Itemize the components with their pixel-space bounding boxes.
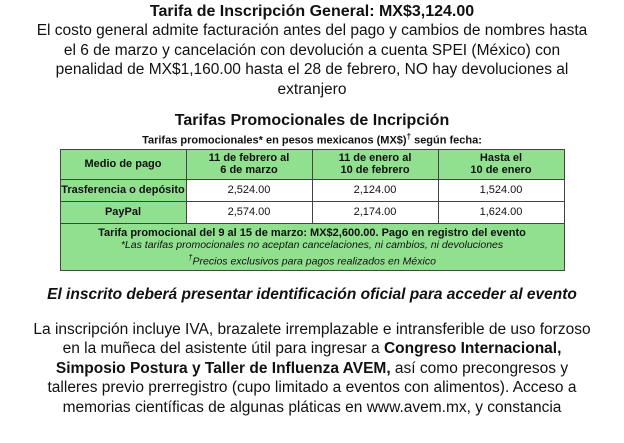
table-cell: 1,524.00 bbox=[438, 179, 564, 201]
general-fee-text-line: penalidad de MX$1,160.00 hasta el 28 de febrero, NO hay devoluciones al bbox=[55, 61, 569, 78]
general-fee-text-line: el 6 de marzo y cancelación con devolución a cuenta SPEI (México) con bbox=[63, 41, 561, 59]
promo-rates-table bbox=[60, 149, 565, 271]
table-cell: 1,624.00 bbox=[438, 201, 564, 223]
congress-name-bold: Simposio Postura y Taller de Influenza AVEM, bbox=[55, 359, 391, 377]
table-header-row bbox=[60, 149, 564, 179]
table-row bbox=[60, 201, 564, 223]
promo-footer bbox=[60, 223, 564, 270]
header-period-2: 11 de enero al 10 de febrero bbox=[312, 149, 438, 179]
general-fee-text-line: El costo general admite facturación antes del pago y cambios de nombres hasta bbox=[36, 22, 588, 39]
id-requirement-notice: El inscrito deberá presentar identificación oficial para acceder al evento bbox=[47, 285, 577, 303]
promo-footer-main: Tarifa promocional del 9 al 15 de marzo: MX$2,600.00. Pago en registro del evento bbox=[98, 226, 526, 239]
table-cell: 2,174.00 bbox=[312, 201, 438, 223]
congress-name-bold: Congreso Internacional, bbox=[383, 340, 562, 358]
dagger-mark: † bbox=[406, 132, 412, 141]
row-label-transfer: Trasferencia o depósito bbox=[60, 179, 186, 201]
promo-footer-note-1: *Las tarifas promocionales no aceptan cancelaciones, ni cambios, ni devoluciones bbox=[120, 239, 504, 252]
header-period-3: Hasta el 10 de enero bbox=[438, 149, 564, 179]
table-cell: 2,524.00 bbox=[186, 179, 312, 201]
general-fee-title: Tarifa de Inscripción General: MX$3,124.00 bbox=[149, 3, 475, 20]
inclusion-line: talleres previo prerregistro (cupo limitado a eventos con alimentos). Acceso a bbox=[47, 379, 577, 397]
header-period-1: 11 de febrero al 6 de marzo bbox=[186, 149, 312, 179]
promo-subtitle-text: Tarifas promocionales* en pesos mexicanos (MX$) bbox=[142, 134, 407, 147]
promo-footer-note-2: †Precios exclusivos para pagos realizados en México bbox=[188, 252, 436, 268]
row-label-paypal: PayPal bbox=[60, 201, 186, 223]
inclusion-line: en la muñeca del asistente útil para ingresar a Congreso Internacional, bbox=[62, 340, 562, 358]
table-cell: 2,574.00 bbox=[186, 201, 312, 223]
general-fee-section bbox=[0, 2, 624, 99]
table-row bbox=[60, 179, 564, 201]
inclusion-text bbox=[0, 320, 624, 418]
inclusion-line: Simposio Postura y Taller de Influenza AVEM, así como precongresos y bbox=[55, 359, 569, 377]
table-footer-row bbox=[60, 223, 564, 270]
promo-subtitle bbox=[0, 130, 624, 148]
promo-section bbox=[0, 111, 624, 271]
table-cell: 2,124.00 bbox=[312, 179, 438, 201]
promo-title: Tarifas Promocionales de Incripción bbox=[174, 112, 450, 129]
dagger-mark: † bbox=[188, 252, 193, 262]
promo-subtitle-tail: según fecha: bbox=[411, 134, 482, 147]
inclusion-line: memorias científicas de algunas pláticas en www.avem.mx, y constancia bbox=[62, 398, 562, 416]
general-fee-text-line: extranjero bbox=[277, 80, 347, 98]
header-payment-method: Medio de pago bbox=[60, 149, 186, 179]
inclusion-line: La inscripción incluye IVA, brazalete irremplazable e intransferible de uso forzoso bbox=[33, 320, 591, 338]
